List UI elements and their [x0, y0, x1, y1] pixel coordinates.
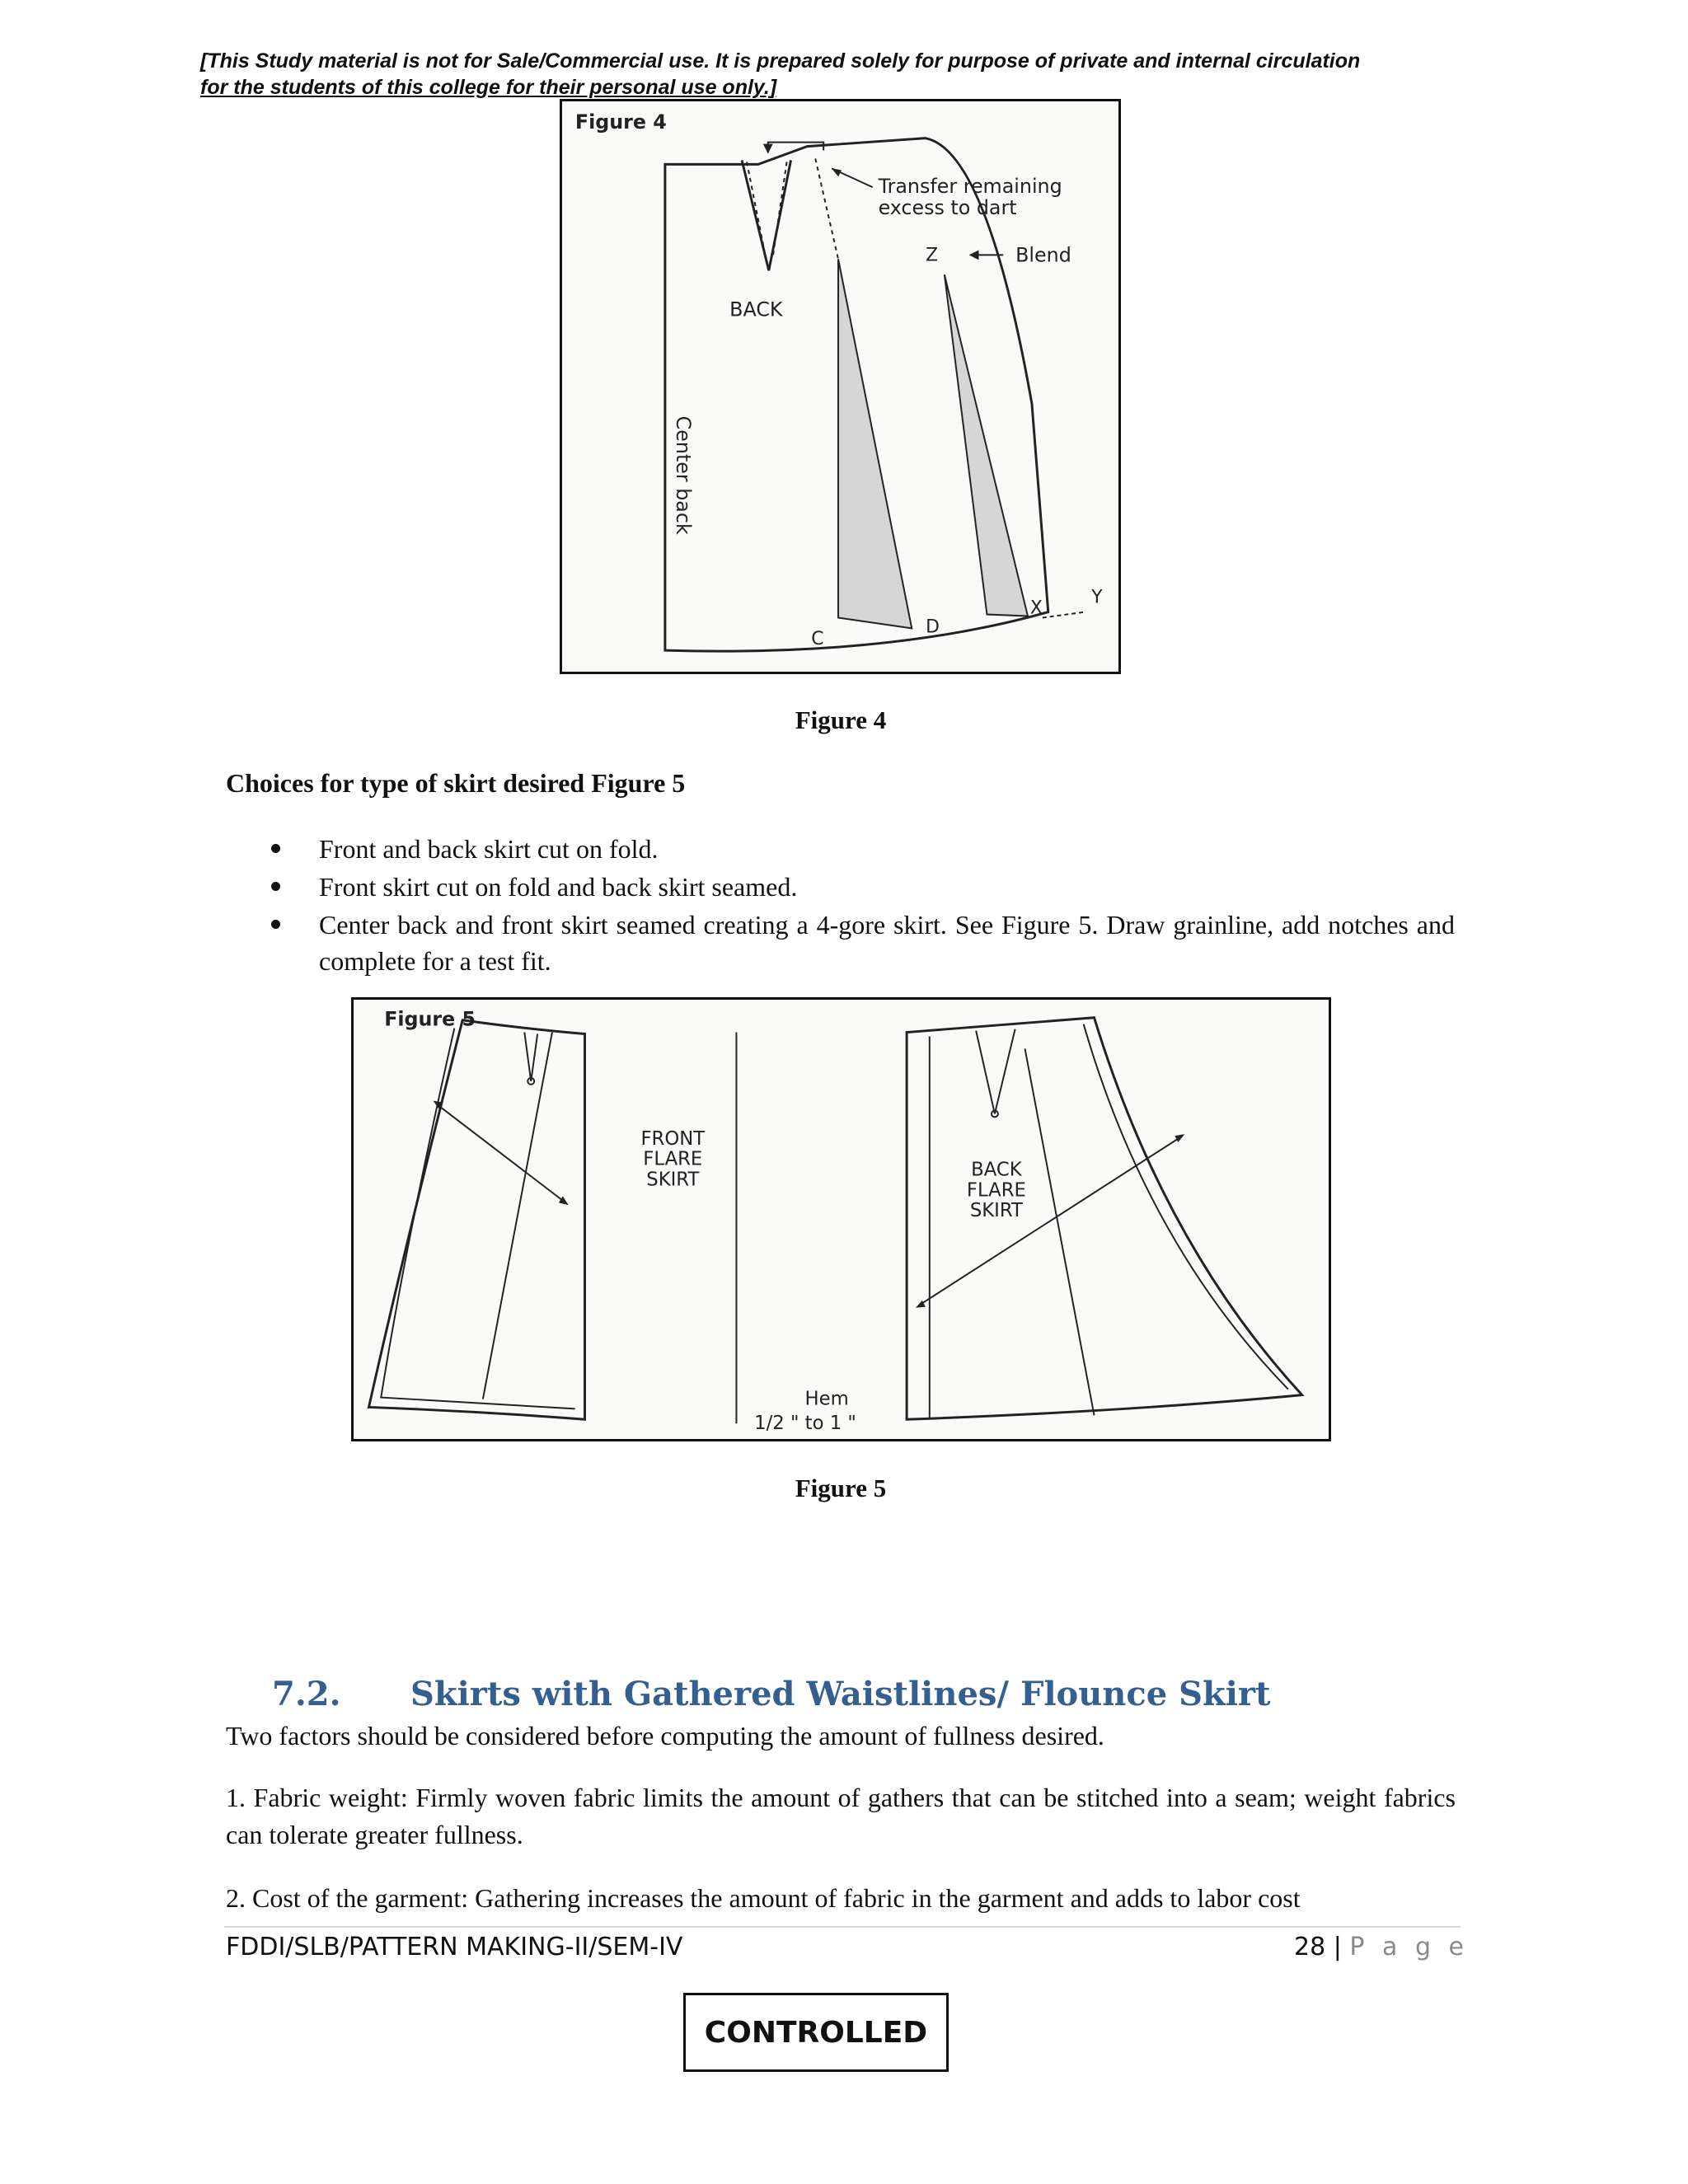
back-label-3: SKIRT — [969, 1200, 1023, 1222]
section-point-2: 2. Cost of the garment: Gathering increases the amount of fabric in the garment and adds to labor cost — [226, 1883, 1301, 1913]
transfer-bracket-arrow — [763, 144, 773, 154]
disclaimer-line-1: [This Study material is not for Sale/Commercial use. It is prepared solely for purpose of private and internal circulation — [200, 49, 1361, 73]
back-grainline — [1025, 1048, 1094, 1415]
back-bias-line — [919, 1137, 1181, 1305]
section-title: Skirts with Gathered Waistlines/ Flounce Skirt — [410, 1675, 1271, 1713]
disclaimer — [200, 48, 1536, 101]
front-bias-line — [437, 1104, 565, 1202]
back-label-2: FLARE — [966, 1179, 1026, 1202]
center-back-label: Center back — [671, 415, 695, 535]
back-bias-arrow-b — [1175, 1134, 1184, 1142]
point-c: C — [811, 629, 824, 650]
transfer-note-line-1: Transfer remaining — [878, 175, 1062, 199]
front-label-3: SKIRT — [646, 1169, 700, 1191]
front-skirt-outline — [368, 1020, 584, 1420]
front-bias-arrow-b — [559, 1196, 569, 1205]
point-d: D — [926, 616, 940, 638]
blend-arrow — [969, 250, 979, 260]
point-z: Z — [926, 245, 939, 266]
hem-label: Hem — [804, 1388, 849, 1410]
figure-5-label: Figure 5 — [384, 1007, 476, 1031]
blend-label: Blend — [1015, 243, 1071, 267]
transfer-note-line-2: excess to dart — [878, 195, 1017, 219]
choices-item: Center back and front skirt seamed creating a 4-gore skirt. See Figure 5. Draw grainline, add notches and complete for a test fit. — [319, 907, 1455, 979]
front-seam-allowance — [381, 1029, 574, 1409]
figure-4 — [560, 99, 1121, 674]
choices-heading: Choices for type of skirt desired Figure 5 — [226, 768, 686, 798]
point-x: X — [1029, 598, 1043, 619]
footer-left: FDDI/SLB/PATTERN MAKING-II/SEM-IV — [226, 1933, 683, 1961]
footer-divider — [224, 1926, 1461, 1928]
choices-list — [319, 831, 1455, 981]
hem-value: 1/2 " to 1 " — [754, 1413, 856, 1435]
choices-item: Front and back skirt cut on fold. — [319, 831, 1455, 867]
point-y: Y — [1091, 587, 1103, 608]
transfer-pointer-head — [832, 168, 842, 176]
figure-4-drawing — [562, 101, 1118, 672]
figure-4-label: Figure 4 — [574, 110, 667, 134]
front-label-1: FRONT — [640, 1128, 706, 1151]
figure-5-drawing — [354, 1000, 1329, 1439]
front-dart — [524, 1033, 537, 1081]
dart-fold-1 — [747, 162, 766, 256]
figure-5 — [351, 997, 1331, 1441]
back-label-1: BACK — [971, 1159, 1022, 1181]
back-skirt-outline — [907, 1018, 1302, 1420]
figure-4-caption: Figure 4 — [795, 705, 887, 734]
controlled-stamp: CONTROLLED — [683, 1993, 949, 2072]
page-number: 28 — [1294, 1933, 1326, 1961]
figure-5-caption: Figure 5 — [795, 1474, 887, 1502]
footer-page — [1294, 1933, 1469, 1961]
front-grainline — [483, 1033, 552, 1399]
page-separator: | — [1333, 1933, 1342, 1961]
disclaimer-line-2: for the students of this college for their personal use only.] — [200, 76, 777, 99]
front-label-2: FLARE — [643, 1148, 703, 1170]
back-dart — [976, 1029, 1015, 1114]
section-point-1: 1. Fabric weight: Firmly woven fabric limits the amount of gathers that can be stitched into a seam; weight fabrics can tolerate greater fullness. — [226, 1783, 1456, 1849]
section-intro: Two factors should be considered before computing the amount of fullness desired. — [226, 1721, 1104, 1750]
back-label: BACK — [729, 298, 783, 321]
choices-item: Front skirt cut on fold and back skirt seamed. — [319, 869, 1455, 905]
flare-panel-1 — [838, 259, 912, 628]
section-number: 7.2. — [272, 1675, 341, 1713]
transfer-dashes — [815, 158, 838, 259]
dart — [742, 160, 790, 270]
page-word: P a g e — [1349, 1933, 1469, 1961]
